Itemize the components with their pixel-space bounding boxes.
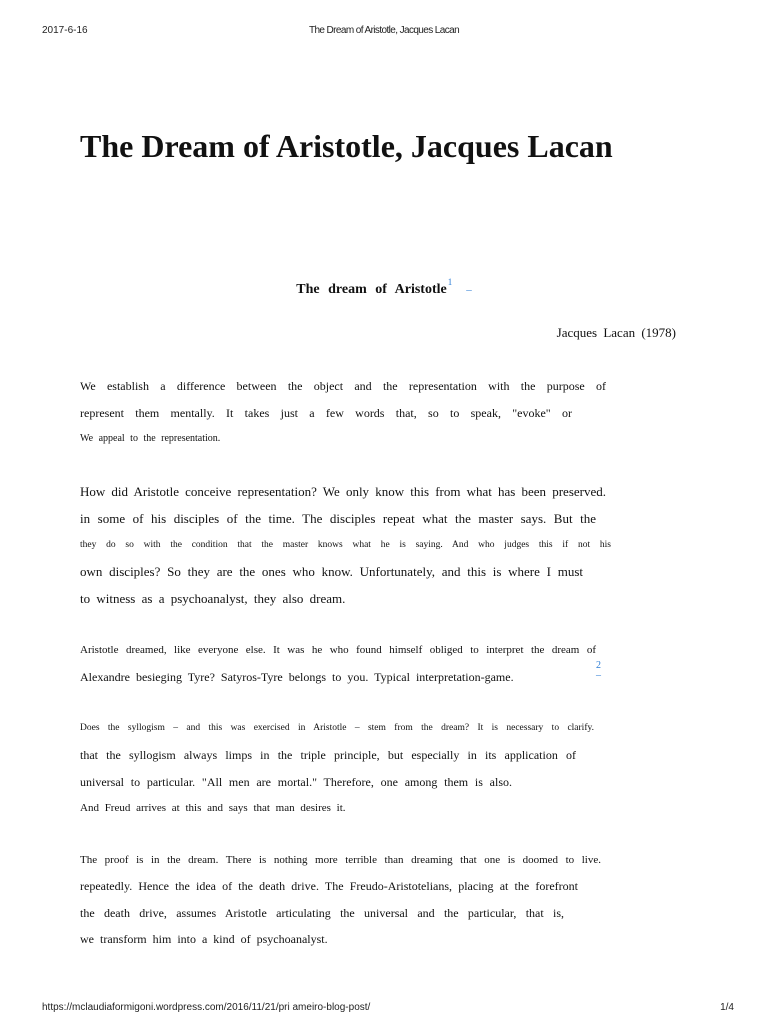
footnote-2-link[interactable]	[596, 660, 601, 680]
footnote-2-dash[interactable]: –	[596, 670, 601, 681]
body-line: Aristotle dreamed, like everyone else. It was he who found himself obliged to interpret the dream of	[80, 644, 596, 656]
body-line: Does the syllogism – and this was exercised in Aristotle – stem from the dream? It is necessary to clarify.	[80, 723, 594, 733]
author-line: Jacques Lacan (1978)	[556, 325, 676, 340]
body-line: Alexandre besieging Tyre? Satyros-Tyre belongs to you. Typical interpretation-game.	[80, 670, 514, 684]
print-footer-page-number: 1/4	[720, 1002, 734, 1013]
body-line: we transform him into a kind of psychoanalyst.	[80, 932, 328, 946]
subtitle-text: The dream of Aristotle	[296, 282, 447, 297]
footnote-1-link[interactable]: 1	[447, 277, 453, 287]
body-line: universal to particular. "All men are mortal." Therefore, one among them is also.	[80, 775, 512, 789]
footnote-2-number[interactable]: 2	[596, 660, 601, 671]
section-subtitle	[0, 272, 768, 300]
body-line: they do so with the condition that the master knows what he is saying. And who judges this if not his	[80, 540, 611, 550]
body-line: own disciples? So they are the ones who know. Unfortunately, and this is where I must	[80, 564, 583, 579]
body-line: in some of his disciples of the time. The disciples repeat what the master says. But the	[80, 511, 596, 526]
footnote-1-dash-link[interactable]: –	[466, 284, 472, 296]
body-line: We appeal to the representation.	[80, 433, 221, 444]
print-footer-url[interactable]: https://mclaudiaformigoni.wordpress.com/2016/11/21/pri ameiro-blog-post/	[42, 1002, 371, 1013]
body-line: to witness as a psychoanalyst, they also dream.	[80, 591, 346, 606]
print-header-date: 2017-6-16	[42, 25, 88, 36]
body-line: that the syllogism always limps in the triple principle, but especially in its application of	[80, 748, 576, 762]
body-line: How did Aristotle conceive representation? We only know this from what has been preserved.	[80, 484, 606, 499]
body-line: represent them mentally. It takes just a few words that, so to speak, "evoke" or	[80, 406, 572, 420]
body-line: We establish a difference between the object and the representation with the purpose of	[80, 379, 606, 393]
body-line: The proof is in the dream. There is nothing more terrible than dreaming that one is doomed to live.	[80, 854, 601, 866]
body-line: And Freud arrives at this and says that man desires it.	[80, 802, 346, 814]
page-title: The Dream of Aristotle, Jacques Lacan	[80, 128, 613, 164]
body-line: the death drive, assumes Aristotle articulating the universal and the particular, that is,	[80, 906, 564, 920]
print-header-title: The Dream of Aristotle, Jacques Lacan	[308, 25, 460, 36]
body-line: repeatedly. Hence the idea of the death drive. The Freudo-Aristotelians, placing at the forefront	[80, 879, 578, 893]
